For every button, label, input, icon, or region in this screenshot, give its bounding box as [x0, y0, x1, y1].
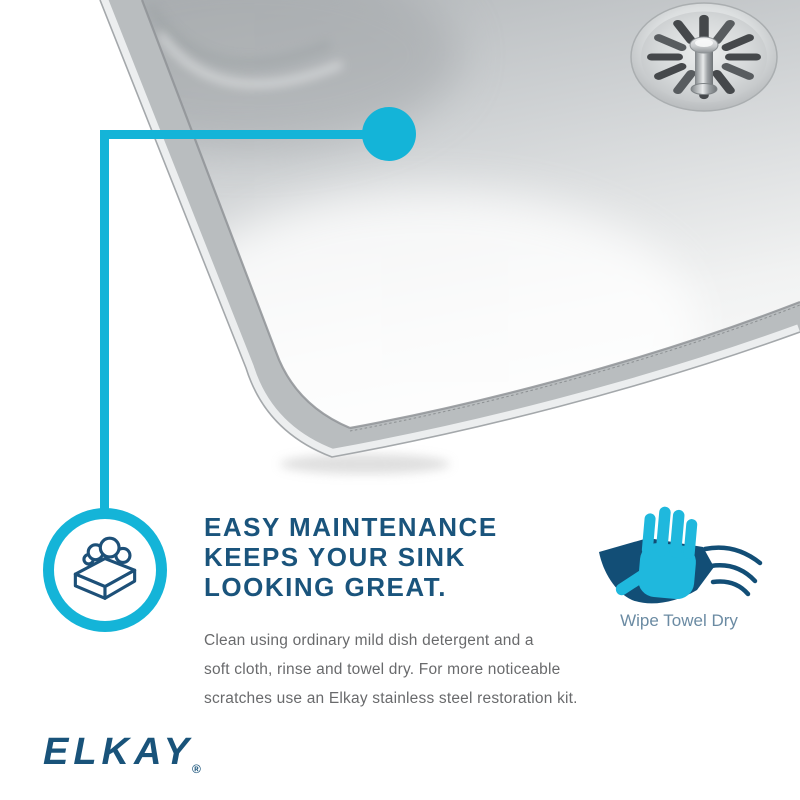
headline-line-3: LOOKING GREAT.: [204, 572, 447, 602]
care-instructions-line-1: Clean using ordinary mild dish detergent and a: [204, 632, 534, 649]
care-instructions: [204, 626, 578, 713]
sink-cast-shadow: [280, 454, 450, 474]
wipe-towel-dry-label: Wipe Towel Dry: [620, 611, 738, 630]
callout-dot: [362, 107, 416, 161]
headline-line-2: KEEPS YOUR SINK: [204, 542, 466, 572]
sink-drain: [631, 3, 777, 111]
elkay-logo-text: ELKAY: [43, 731, 194, 773]
soap-icon-badge: [49, 514, 162, 627]
motion-lines-icon: [705, 548, 760, 594]
headline: [204, 512, 498, 602]
headline-line-1: EASY MAINTENANCE: [204, 512, 498, 542]
wipe-towel-icon: [599, 503, 760, 604]
care-instructions-line-2: soft cloth, rinse and towel dry. For more noticeable: [204, 661, 561, 678]
care-instructions-line-3: scratches use an Elkay stainless steel restoration kit.: [204, 690, 578, 707]
sink-photo: [40, 0, 800, 474]
registered-trademark-symbol: ®: [191, 762, 201, 776]
elkay-logo: [43, 732, 201, 780]
